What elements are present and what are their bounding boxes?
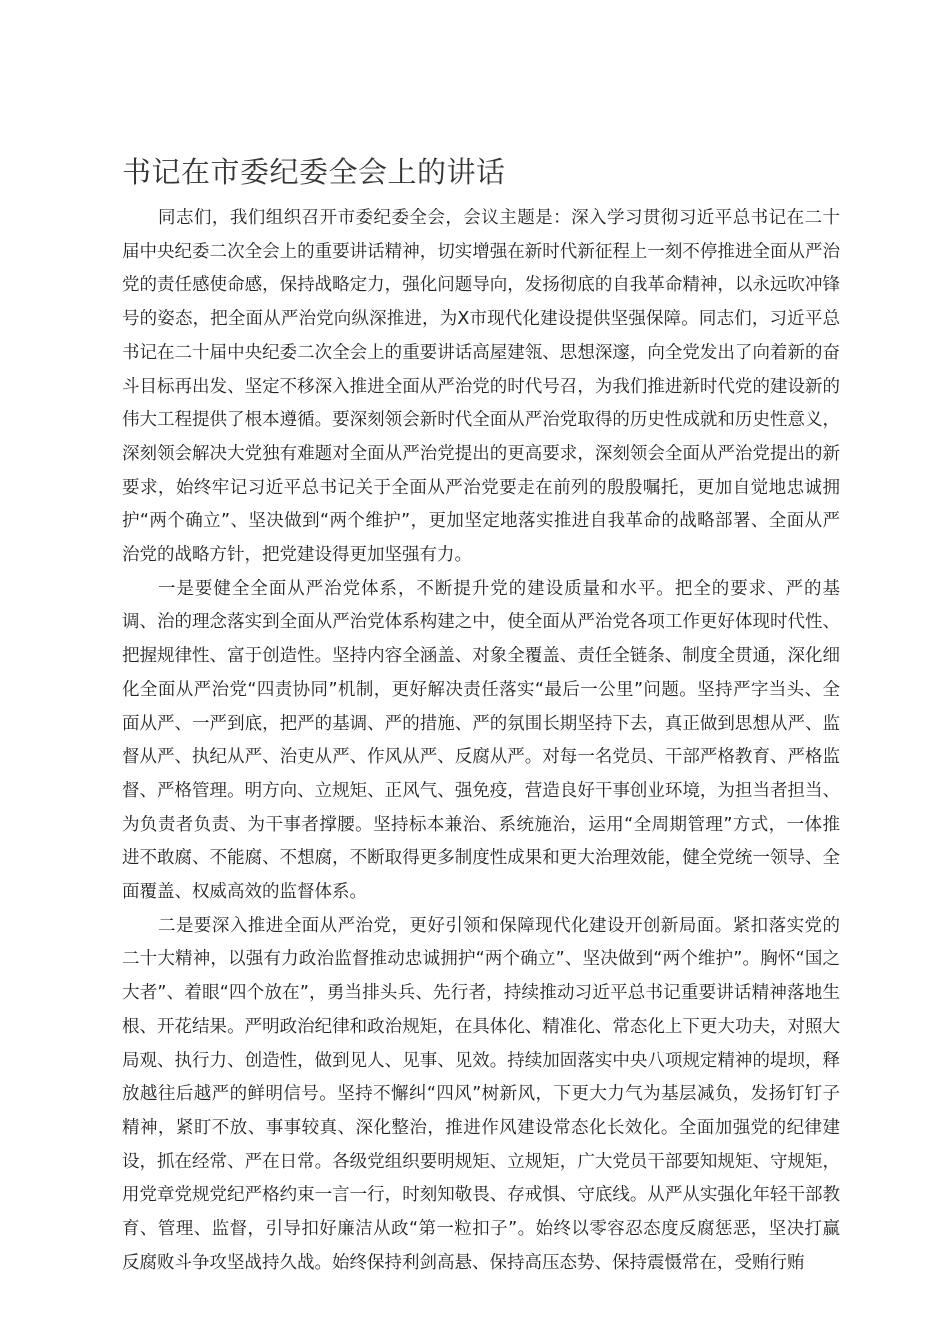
paragraph-point-two: 二是要深入推进全面从严治党，更好引领和保障现代化建设开创新局面。紧扣落实党的二十大精神，以强有力政治监督推动忠诚拥护“两个确立”、坚决做到“两个维护”。胸怀“国之大者”、着眼“四个放在”，勇当排头兵、先行者，持续推动习近平总书记重要讲话精神落地生根、开花结果。严明政治纪律和政治规矩，在具体化、精准化、常态化上下更大功夫，对照大局观、执行力、创造性，做到见人、见事、见效。持续加固落实中央八项规定精神的堤坝，释放越往后越严的鲜明信号。坚持不懈纠“四风”树新风，下更大力气为基层减负，发扬钉钉子精神，紧盯不放、事事较真、深化整治，推进作风建设常态化长效化。全面加强党的纪律建设，抓在经常、严在日常。各级党组织要明规矩、立规矩，广大党员干部要知规矩、守规矩，用党章党规党纪严格约束一言一行，时刻知敬畏、存戒惧、守底线。从严从实强化年轻干部教育、管理、监督，引导扣好廉洁从政“第一粒扣子”。始终以零容忍态度反腐惩恶，坚决打赢反腐败斗争攻坚战持久战。始终保持利剑高悬、保持高压态势、保持震慑常在，受贿行贿 <box>122 915 840 1273</box>
paragraph-intro: 同志们，我们组织召开市委纪委全会，会议主题是：深入学习贯彻习近平总书记在二十届中央纪委二次全会上的重要讲话精神，切实增强在新时代新征程上一刻不停推进全面从严治党的责任感使命感，保持战略定力，强化问题导向，发扬彻底的自我革命精神，以永远吹冲锋号的姿态，把全面从严治党向纵深推进，为X市现代化建设提供坚强保障。同志们，习近平总书记在二十届中央纪委二次全会上的重要讲话高屋建瓴、思想深邃，向全党发出了向着新的奋斗目标再出发、坚定不移深入推进全面从严治党的时代号召，为我们推进新时代党的建设新的伟大工程提供了根本遵循。要深刻领会新时代全面从严治党取得的历史性成就和历史性意义，深刻领会解决大党独有难题对全面从严治党提出的更高要求，深刻领会全面从严治党提出的新要求，始终牢记习近平总书记关于全面从严治党要走在前列的殷殷嘱托，更加自觉地忠诚拥护“两个确立”、坚决做到“两个维护”，更加坚定地落实推进自我革命的战略部署、全面从严治党的战略方针，把党建设得更加坚强有力。 <box>122 208 840 566</box>
paragraph-point-one: 一是要健全全面从严治党体系，不断提升党的建设质量和水平。把全的要求、严的基调、治的理念落实到全面从严治党体系构建之中，使全面从严治党各项工作更好体现时代性、把握规律性、富于创造性。坚持内容全涵盖、对象全覆盖、责任全链条、制度全贯通，深化细化全面从严治党“四责协同”机制，更好解决责任落实“最后一公里”问题。坚持严字当头、全面从严、一严到底，把严的基调、严的措施、严的氛围长期坚持下去，真正做到思想从严、监督从严、执纪从严、治吏从严、作风从严、反腐从严。对每一名党员、干部严格教育、严格监督、严格管理。明方向、立规矩、正风气、强免疫，营造良好干事创业环境，为担当者担当、为负责者负责、为干事者撑腰。坚持标本兼治、系统施治，运用“全周期管理”方式，一体推进不敢腐、不能腐、不想腐，不断取得更多制度性成果和更大治理效能，健全党统一领导、全面覆盖、权威高效的监督体系。 <box>122 578 840 903</box>
document-body <box>122 202 840 1281</box>
document-title: 书记在市委纪委全会上的讲话 <box>122 155 506 189</box>
